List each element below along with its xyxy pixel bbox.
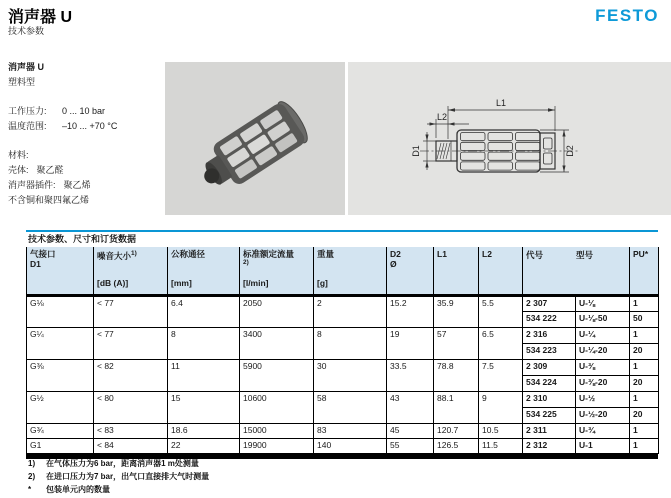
cell-l2: 5.5: [479, 296, 523, 328]
cell-port: G¾: [27, 424, 94, 439]
material-label: 壳体:: [8, 165, 29, 175]
cell-bore: 22: [168, 439, 240, 454]
table-row: [27, 439, 659, 454]
cell-l2: 9: [479, 392, 523, 424]
cell-noise: < 77: [94, 296, 168, 328]
cell-l1: 35.9: [434, 296, 479, 328]
cell-flow: 15000: [240, 424, 314, 439]
cell-noise: < 84: [94, 439, 168, 454]
cell-flow: 5900: [240, 360, 314, 392]
cell-type: U-⅛-50: [576, 312, 630, 328]
cell-l1: 57: [434, 328, 479, 360]
material-housing: [8, 163, 160, 178]
cell-l1: 126.5: [434, 439, 479, 454]
cell-d2: 43: [387, 392, 434, 424]
material-value: 聚乙烯: [63, 180, 91, 190]
cell-l2: 11.5: [479, 439, 523, 454]
header-d2: D2 Ø: [387, 247, 434, 296]
cell-port: G½: [27, 392, 94, 424]
table-row: [27, 392, 659, 408]
material-insert: [8, 178, 160, 193]
cell-l2: 10.5: [479, 424, 523, 439]
cell-noise: < 77: [94, 328, 168, 360]
dim-label-l2: L2: [436, 112, 448, 122]
page-subtitle: 技术参数: [8, 26, 45, 36]
cell-port: G1: [27, 439, 94, 454]
header-weight: 重量 [g]: [314, 247, 387, 296]
cell-bore: 18.6: [168, 424, 240, 439]
materials-note: 不含铜和聚四氟乙烯: [8, 195, 90, 205]
cell-type: U-⅛: [576, 296, 630, 312]
table-row: [27, 296, 659, 312]
cell-code: 2 307: [523, 296, 576, 312]
material-value: 聚乙醛: [36, 165, 64, 175]
cell-weight: 140: [314, 439, 387, 454]
cell-port: G¼: [27, 328, 94, 360]
cell-code: 2 309: [523, 360, 576, 376]
table-row: [27, 360, 659, 376]
materials-heading: 材料:: [8, 150, 29, 160]
cell-type: U-⅜: [576, 360, 630, 376]
cell-weight: 2: [314, 296, 387, 328]
product-type: 塑料型: [8, 77, 36, 87]
footnote-marker: *: [28, 485, 32, 494]
footnote-text: 包装单元内的数量: [46, 485, 110, 494]
cell-bore: 11: [168, 360, 240, 392]
cell-code: 2 312: [523, 439, 576, 454]
cell-weight: 83: [314, 424, 387, 439]
cell-flow: 2050: [240, 296, 314, 328]
cell-code: 2 310: [523, 392, 576, 408]
cell-type: U-1: [576, 439, 630, 454]
cell-noise: < 83: [94, 424, 168, 439]
product-name: 消声器 U: [8, 62, 45, 72]
cell-pu: 1: [630, 360, 659, 376]
cell-pu: 20: [630, 344, 659, 360]
footnote-marker: 1): [28, 459, 36, 468]
spec-table: [26, 247, 659, 454]
cell-bore: 6.4: [168, 296, 240, 328]
technical-drawing: [348, 62, 671, 215]
cell-type: U-⅜-20: [576, 376, 630, 392]
cell-pu: 20: [630, 376, 659, 392]
product-info: [8, 60, 160, 208]
cell-bore: 15: [168, 392, 240, 424]
cell-bore: 8: [168, 328, 240, 360]
dim-label-d1: D1: [411, 145, 421, 157]
cell-d2: 19: [387, 328, 434, 360]
cell-code: 534 224: [523, 376, 576, 392]
cell-code: 534 223: [523, 344, 576, 360]
cell-pu: 1: [630, 392, 659, 408]
cell-l2: 6.5: [479, 328, 523, 360]
spec-value: –10 ... +70 °C: [62, 121, 118, 131]
product-photo-panel: [165, 62, 345, 215]
cell-pu: 20: [630, 408, 659, 424]
footnote: [28, 457, 209, 470]
cell-pu: 50: [630, 312, 659, 328]
header-l1: L1: [434, 247, 479, 296]
cell-type: U-¼-20: [576, 344, 630, 360]
cell-flow: 3400: [240, 328, 314, 360]
footnote-text: 在气体压力为6 bar，距离消声器1 m处测量: [46, 459, 199, 468]
cell-type: U-¼: [576, 328, 630, 344]
cell-noise: < 82: [94, 360, 168, 392]
header-flow: 标准额定流量 2) [l/min]: [240, 247, 314, 296]
footnote-marker: 2): [28, 472, 36, 481]
cell-weight: 58: [314, 392, 387, 424]
spec-label: 温度范围:: [8, 121, 47, 131]
spec-label: 工作压力:: [8, 106, 47, 116]
cell-l2: 7.5: [479, 360, 523, 392]
product-photo: [165, 62, 345, 215]
cell-pu: 1: [630, 439, 659, 454]
cell-port: G⅛: [27, 296, 94, 328]
table-title: 技术参数、尺寸和订货数据: [28, 234, 137, 244]
cell-port: G⅜: [27, 360, 94, 392]
dim-label-d2: D2: [565, 145, 575, 157]
spec-table-block: [26, 230, 658, 459]
footnotes: [28, 457, 209, 496]
header-pu: PU*: [630, 247, 659, 296]
header-code-type: 代号 型号: [523, 247, 630, 296]
spec-value: 0 ... 10 bar: [62, 106, 106, 116]
cell-code: 2 316: [523, 328, 576, 344]
table-header-row: [27, 247, 659, 296]
technical-drawing-panel: [348, 62, 671, 215]
dim-label-l1: L1: [495, 98, 507, 108]
cell-flow: 10600: [240, 392, 314, 424]
header-bore: 公称通径 [mm]: [168, 247, 240, 296]
cell-code: 534 222: [523, 312, 576, 328]
spec-pressure: [8, 104, 160, 119]
cell-d2: 55: [387, 439, 434, 454]
table-body: [27, 296, 659, 454]
cell-pu: 1: [630, 296, 659, 312]
footnote: [28, 470, 209, 483]
cell-l1: 88.1: [434, 392, 479, 424]
cell-type: U-½-20: [576, 408, 630, 424]
cell-code: 2 311: [523, 424, 576, 439]
cell-weight: 30: [314, 360, 387, 392]
header-port: 气接口 D1: [27, 247, 94, 296]
cell-l1: 120.7: [434, 424, 479, 439]
table-row: [27, 424, 659, 439]
footnote: [28, 483, 209, 496]
cell-d2: 15.2: [387, 296, 434, 328]
cell-flow: 19900: [240, 439, 314, 454]
cell-d2: 33.5: [387, 360, 434, 392]
header-noise: 噪音大小$^{1)}$ [dB (A)]: [94, 247, 168, 296]
cell-noise: < 80: [94, 392, 168, 424]
festo-logo: FESTO: [595, 6, 659, 25]
cell-weight: 8: [314, 328, 387, 360]
cell-pu: 1: [630, 328, 659, 344]
cell-d2: 45: [387, 424, 434, 439]
material-label: 消声器插件:: [8, 180, 56, 190]
cell-type: U-¾: [576, 424, 630, 439]
cell-code: 534 225: [523, 408, 576, 424]
cell-l1: 78.8: [434, 360, 479, 392]
cell-type: U-½: [576, 392, 630, 408]
cell-pu: 1: [630, 424, 659, 439]
footnote-text: 在进口压力为7 bar，出气口直接排大气时测量: [46, 472, 210, 481]
table-row: [27, 328, 659, 344]
page-title: 消声器 U: [8, 9, 73, 26]
header-l2: L2: [479, 247, 523, 296]
spec-temperature: [8, 119, 160, 134]
